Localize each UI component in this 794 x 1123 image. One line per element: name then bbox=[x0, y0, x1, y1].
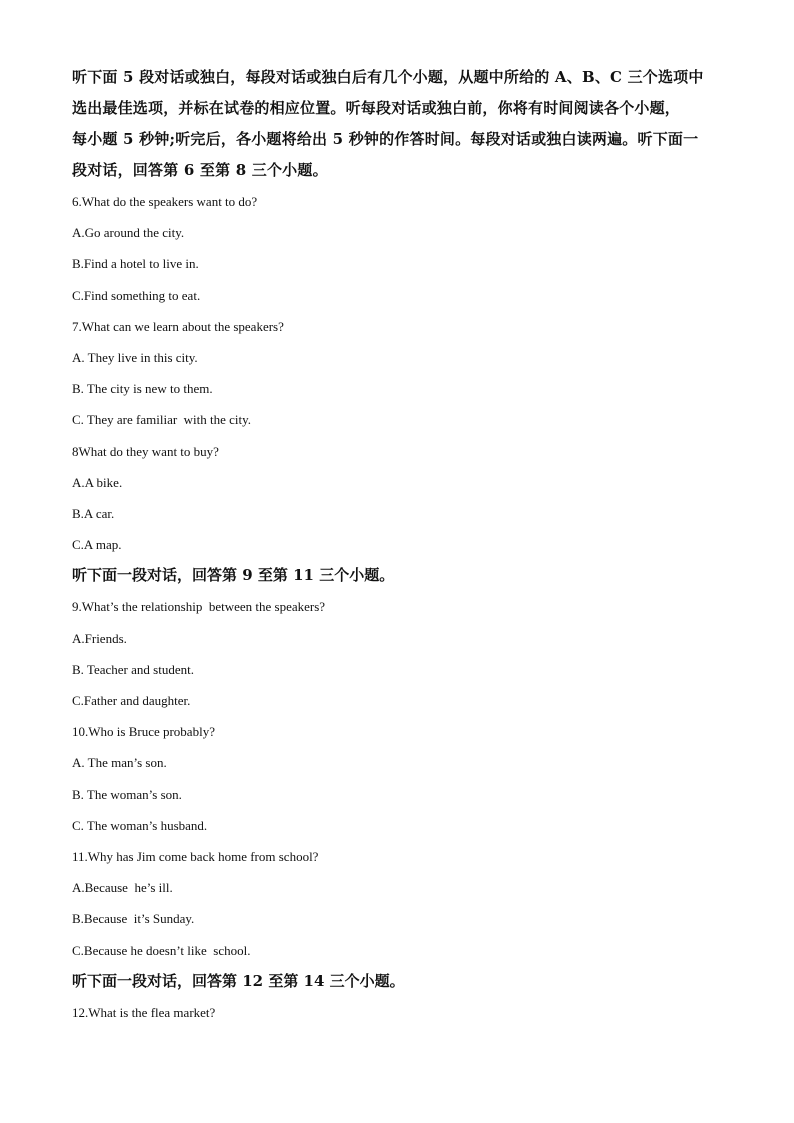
question-11-option-a: A.Because he’s ill. bbox=[72, 880, 173, 896]
question-9-option-c: C.Father and daughter. bbox=[72, 693, 191, 709]
question-10-option-c: C. The woman’s husband. bbox=[72, 817, 208, 833]
instructions-line-3: 每小题 5 秒钟;听完后，各小题将给出 5 秒钟的作答时间。每段对话或独白读两遍。听下面一 bbox=[72, 130, 699, 148]
question-11-option-b: B.Because it’s Sunday. bbox=[72, 911, 195, 927]
question-7-option-b: B. The city is new to them. bbox=[72, 381, 213, 397]
question-8-option-a: A.A bike. bbox=[72, 474, 123, 490]
question-11-option-c: C.Because he doesn’t like school. bbox=[72, 942, 251, 958]
question-9-option-a: A.Friends. bbox=[72, 630, 127, 646]
question-8-option-c: C.A map. bbox=[72, 537, 122, 553]
exam-page bbox=[72, 62, 732, 1028]
instructions-line-1: 听下面 5 段对话或独白，每段对话或独白后有几个小题，从题中所给的 A、B、C 三个选项中 bbox=[72, 68, 704, 86]
section-heading-12-14: 听下面一段对话，回答第 12 至第 14 三个小题。 bbox=[72, 971, 405, 990]
question-12-stem: 12.What is the flea market? bbox=[72, 1004, 216, 1020]
question-8-stem: 8What do they want to buy? bbox=[72, 443, 219, 459]
question-9-option-b: B. Teacher and student. bbox=[72, 661, 194, 677]
question-10-option-b: B. The woman’s son. bbox=[72, 786, 182, 802]
question-6-stem: 6.What do the speakers want to do? bbox=[72, 194, 258, 209]
question-8-option-b: B.A car. bbox=[72, 506, 115, 522]
question-10-stem: 10.Who is Bruce probably? bbox=[72, 724, 215, 740]
question-7-stem: 7.What can we learn about the speakers? bbox=[72, 318, 284, 334]
section-heading-9-11: 听下面一段对话，回答第 9 至第 11 三个小题。 bbox=[72, 566, 395, 585]
instructions-line-4: 段对话，回答第 6 至第 8 三个小题。 bbox=[72, 161, 328, 179]
instructions-line-2: 选出最佳选项，并标在试卷的相应位置。听每段对话或独白前，你将有时间阅读各个小题， bbox=[72, 99, 681, 117]
question-7-option-a: A. They live in this city. bbox=[72, 350, 198, 366]
question-11-stem: 11.Why has Jim come back home from school? bbox=[72, 849, 319, 865]
question-6-option-b: B.Find a hotel to live in. bbox=[72, 256, 199, 272]
question-6-option-c: C.Find something to eat. bbox=[72, 287, 201, 303]
question-7-option-c: C. They are familiar with the city. bbox=[72, 412, 252, 428]
question-6-option-a: A.Go around the city. bbox=[72, 225, 185, 241]
question-9-stem: 9.What’s the relationship between the speakers? bbox=[72, 599, 326, 615]
question-10-option-a: A. The man’s son. bbox=[72, 755, 167, 771]
